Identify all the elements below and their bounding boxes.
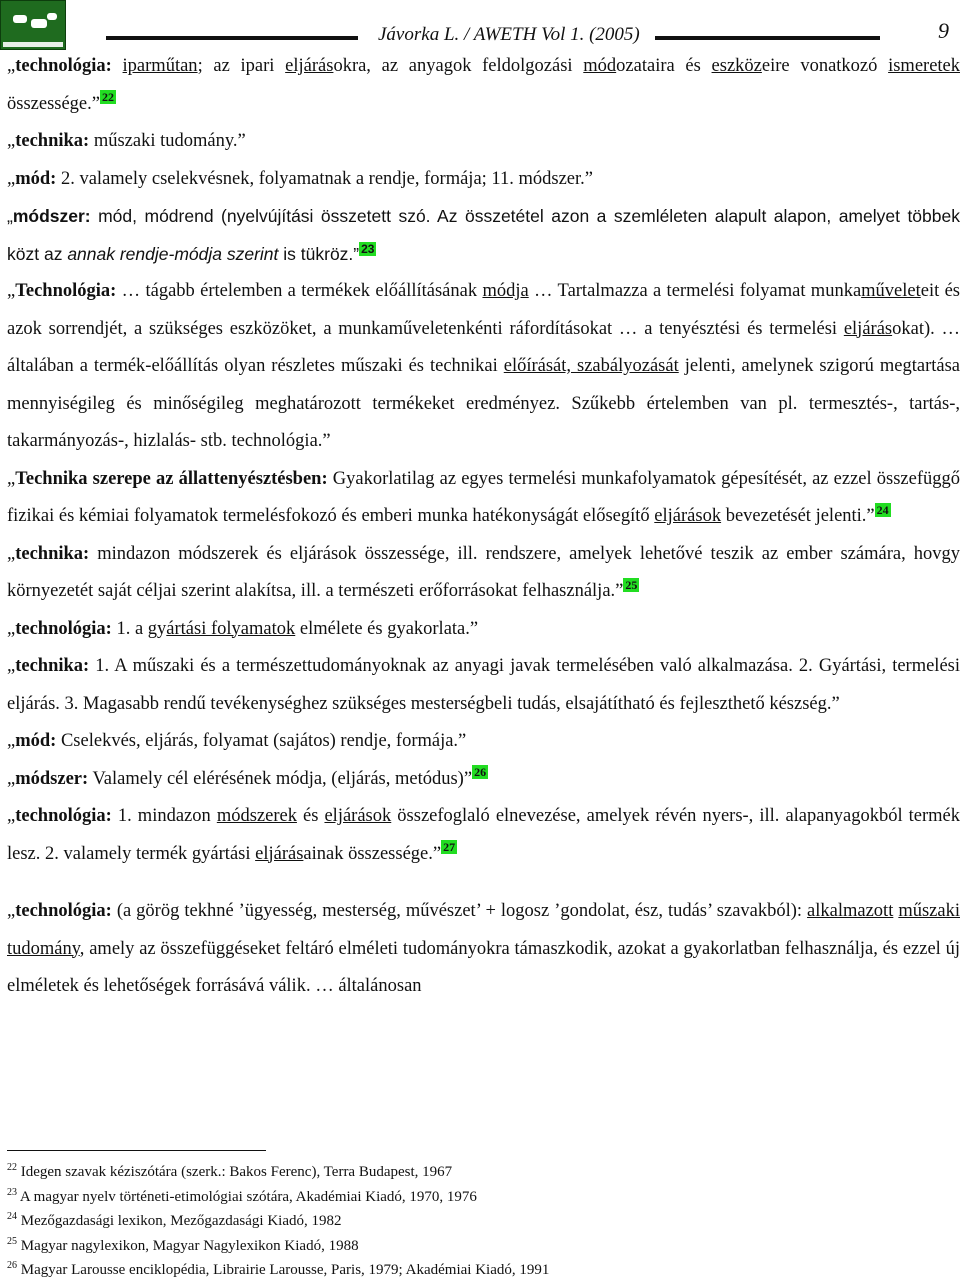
underlined-term: eljárások — [654, 506, 722, 526]
text-run: eit és azok sorrendjét, a szükséges eszközöket, a munkaműveletenkénti ráfordításokat … a tenyésztési és termelési — [7, 281, 960, 339]
text-run: jelenti, amelynek szigorú megtartása mennyiségileg és minőségileg meghatározott termékeket eredményez. Szűkebb értelemben van pl. termesztés-, tartás-, takarmányozás-, hizlalás- stb. technológia.” — [7, 356, 960, 451]
cow-shape — [31, 19, 47, 28]
footnote-number: 26 — [7, 1260, 17, 1271]
text-run: , amely az összefüggéseket feltáró elméleti tudományokra támaszkodik, azokat a gyakorlatban felhasználja, és ezzel új elméletek és lehetőségek forrásává válik. … általánosan — [7, 938, 960, 996]
footnote — [7, 1256, 957, 1281]
text-run: ozataira és — [616, 56, 712, 76]
text-run: „ — [7, 806, 16, 826]
footnote-text: Magyar nagylexikon, Magyar Nagylexikon Kiadó, 1988 — [17, 1237, 359, 1254]
underlined-term: eszköz — [711, 56, 762, 76]
paragraph — [7, 893, 960, 1006]
footnote-ref: 23 — [361, 241, 375, 256]
term-label: technológia: — [15, 618, 112, 639]
italic-phrase: annak rendje-módja szerint — [67, 243, 279, 264]
text-run: Cselekvés, eljárás, folyamat (sajátos) rendje, formája.” — [56, 731, 467, 751]
body-text — [7, 48, 960, 1006]
footnote-separator — [7, 1150, 266, 1151]
underlined-term: alkalmazott — [807, 901, 894, 921]
underlined-term: eljárás — [843, 318, 893, 339]
term-label: mód: — [15, 731, 57, 751]
term-label: Technológia: — [15, 281, 117, 301]
header-rule-left — [106, 36, 358, 40]
term-label: technológia: — [15, 806, 112, 826]
text-run: Gyakorlatilag az egyes termelési munkafolyamatok gépesítését, az ezzel összefüggő fizikai és kémiai folyamatok termelésfokozó és emberi munka hatékonyságát elősegítő — [7, 468, 960, 526]
paragraph — [7, 648, 960, 723]
page-number: 9 — [938, 18, 949, 43]
footnote-ref: 24 — [876, 502, 889, 517]
text-run: és — [296, 806, 325, 826]
term-label: mód: — [15, 168, 57, 189]
term-label: Technika szerepe az állattenyésztésben: — [15, 468, 328, 489]
paragraph — [7, 798, 960, 873]
text-run: „ — [7, 131, 16, 151]
term-label: technika: — [15, 543, 90, 564]
text-run: Valamely cél elérésének módja, (eljárás, metódus)” — [88, 768, 473, 789]
footnote-ref: 22 — [101, 90, 114, 105]
paragraph — [7, 198, 960, 273]
text-run: 2. valamely cselekvésnek, folyamatnak a rendje, formája; 11. módszer.” — [56, 168, 593, 189]
text-run: mindazon módszerek és eljárások összessége, ill. rendszere, amelyek lehetővé teszik az ember számára, hovgy környezetét saját céljai szerint alakítsa, ill. a természeti erőforrásokat felhasználja.” — [7, 543, 960, 601]
paragraph — [7, 461, 960, 536]
footnote-number: 23 — [7, 1186, 17, 1198]
underlined-term: ismeretek — [888, 56, 960, 76]
underlined-term: módszerek — [216, 806, 297, 826]
term-label: technológia: — [15, 901, 112, 921]
text-run — [112, 56, 123, 76]
term-label: módszer: — [15, 768, 89, 789]
header-rule-right — [655, 36, 880, 40]
footnote — [7, 1183, 957, 1208]
text-run: összefoglaló elnevezése, amelyek révén nyers-, ill. alapanyagokból termék lesz. 2. valamely termék gyártási — [7, 806, 960, 864]
footnote-text: Mezőgazdasági lexikon, Mezőgazdasági Kiadó, 1982 — [17, 1213, 342, 1229]
text-run: (a görög tekhné ’ügyesség, mesterség, művészet’ + logosz ’gondolat, ész, tudás’ szavakból): — [111, 901, 808, 921]
underlined-term: módja — [482, 281, 529, 301]
text-run: ainak összessége.” — [303, 843, 442, 864]
text-run: „ — [7, 768, 16, 789]
footnote-text: Magyar Larousse enciklopédia, Librairie Larousse, Paris, 1979; Akadémiai Kiadó, 1991 — [17, 1262, 550, 1278]
text-run: … Tartalmazza a termelési folyamat munka — [528, 281, 862, 301]
footnote — [7, 1232, 957, 1257]
text-run: bevezetését jelenti.” — [721, 506, 875, 526]
text-run: összessége.” — [7, 93, 100, 114]
paragraph — [7, 723, 960, 761]
footnote-ref: 27 — [443, 840, 456, 855]
term-label: technika: — [15, 131, 90, 151]
text-run: okat). … általában a termék-előállítás olyan részletes műszaki és technikai — [7, 318, 960, 376]
footnote-number: 24 — [7, 1211, 17, 1222]
underlined-term: mód — [583, 56, 617, 76]
running-title: Jávorka L. / AWETH Vol 1. (2005) — [378, 24, 640, 45]
paragraph — [7, 273, 960, 461]
paragraph — [7, 761, 960, 799]
text-run: „ — [7, 468, 16, 489]
underlined-term: eljárások — [324, 806, 392, 826]
text-run: 1. mindazon — [111, 806, 217, 826]
text-run: „ — [7, 168, 16, 189]
text-run: ; az ipari — [197, 56, 286, 76]
text-run: „ — [7, 56, 16, 76]
footnote — [7, 1158, 957, 1183]
text-run: „ — [7, 901, 16, 921]
footnote — [7, 1207, 957, 1232]
term-label: technológia: — [15, 56, 112, 76]
footnote-ref: 25 — [625, 577, 638, 592]
footnote-number: 25 — [7, 1235, 17, 1247]
underlined-term: eljárás — [255, 843, 304, 864]
paragraph — [7, 536, 960, 611]
underlined-term: eljárás — [285, 56, 334, 76]
underlined-term: iparműtan — [122, 56, 198, 76]
footnote-number: 22 — [7, 1162, 17, 1173]
text-run: mód, módrend (nyelvújítási összetett szó. Az összetétel azon a szemléleten alapult alapon, amelyet többek közt az — [7, 206, 960, 264]
text-run: „ — [7, 206, 13, 226]
footnote-text: Idegen szavak kéziszótára (szerk.: Bakos Ferenc), Terra Budapest, 1967 — [17, 1164, 453, 1180]
underlined-term: műszaki tudomány — [7, 901, 960, 959]
paragraph — [7, 123, 960, 161]
underlined-term: ozását — [632, 356, 679, 376]
term-label: technika: — [15, 656, 90, 676]
cow-shape — [13, 15, 27, 23]
text-run: „ — [7, 656, 16, 676]
underlined-term: művelet — [861, 281, 921, 301]
text-run: elmélete és gyakorlata.” — [295, 618, 479, 639]
paragraph — [7, 161, 960, 199]
paragraph — [7, 611, 960, 649]
footnote-text: A magyar nyelv történeti-etimológiai szótára, Akadémiai Kiadó, 1970, 1976 — [17, 1188, 477, 1205]
footnote-ref: 26 — [474, 765, 487, 780]
underlined-term: ártási folyamatok — [166, 618, 296, 639]
text-run: „ — [7, 618, 16, 639]
text-run: okra, az anyagok feldolgozási — [333, 56, 584, 76]
text-run: … tágabb értelemben a termékek előállításának — [116, 281, 483, 301]
journal-logo-icon — [0, 0, 66, 50]
paragraph — [7, 48, 960, 123]
text-run: műszaki tudomány.” — [89, 131, 246, 151]
text-run: 1. A műszaki és a természettudományoknak az anyagi javak termelésében való alkalmazása. 2. Gyártási, termelési eljárás. 3. Magasabb rendű tevékenységhez szükséges mesterségbeli tudás, elsajátítható és fejleszthető készség.” — [7, 656, 960, 714]
logo-caption-strip — [3, 42, 63, 47]
text-run: „ — [7, 731, 16, 751]
term-label: módszer: — [12, 206, 91, 226]
footnotes — [7, 1158, 957, 1281]
cow-shape — [47, 13, 57, 20]
text-run: eire vonatkozó — [761, 56, 889, 76]
underlined-term: előírását, szabály — [503, 356, 633, 376]
text-run: is tükröz.” — [278, 243, 360, 264]
text-run: „ — [7, 543, 16, 564]
text-run: 1. a gy — [111, 618, 167, 639]
text-run: „ — [7, 281, 16, 301]
